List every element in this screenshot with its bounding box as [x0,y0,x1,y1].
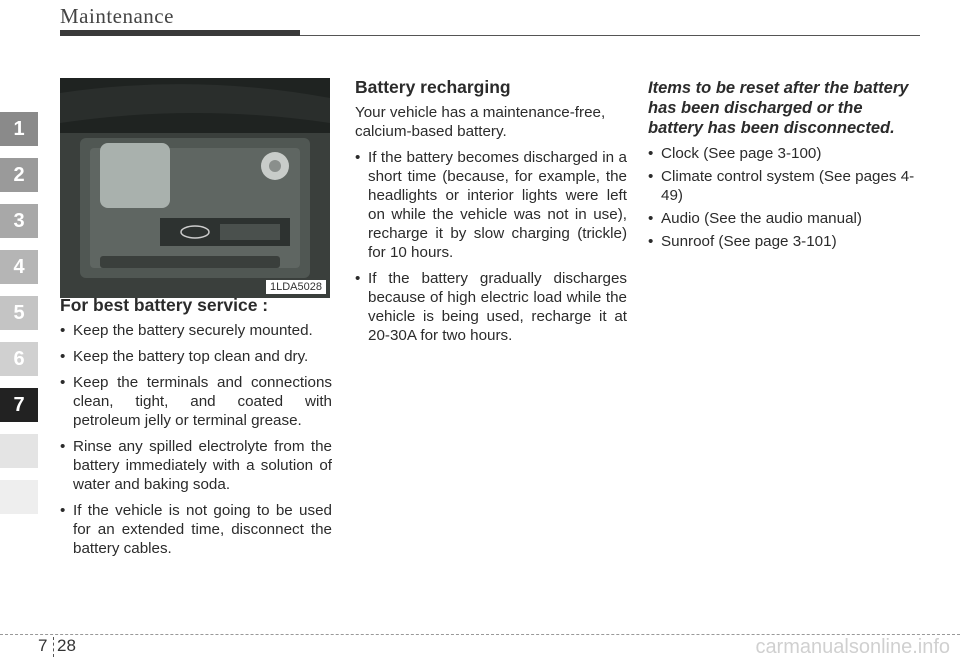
list-item: • Climate control system (See pages 4-49) [648,168,915,204]
page-number-value: 28 [57,636,76,655]
chapter-tab-4: 4 [0,250,38,284]
column-best-service [60,296,332,565]
chapter-tab-3: 3 [0,204,38,238]
header-bar [60,30,300,36]
battery-illustration [60,78,330,298]
page-number [38,636,47,656]
best-service-heading: For best battery service : [60,295,269,315]
footer-line [0,634,960,635]
list-item: • If the battery becomes discharged in a short time (because, for example, the headlights or interior lights were left on while the vehicle was not in use), recharge it by slow charging (trickle) for 10 hours. [355,149,627,261]
list-item: • Rinse any spilled electrolyte from the battery immediately with a solution of water and baking soda. [60,438,332,493]
header-line [300,35,920,36]
chapter-tab-7: 7 [0,388,38,422]
best-service-list [60,321,332,558]
header-title: Maintenance [60,4,174,28]
chapter-tab-2: 2 [0,158,38,192]
list-item: • Keep the terminals and connections clean, tight, and coated with petroleum jelly or terminal grease. [60,374,332,429]
chapter-number: 7 [38,636,48,655]
chapter-tab-1: 1 [0,112,38,146]
list-item: • If the vehicle is not going to be used for an extended time, disconnect the battery cables. [60,502,332,557]
list-item: • Audio (See the audio manual) [648,210,862,227]
figure-code: 1LDA5028 [266,280,326,294]
list-item: • Keep the battery top clean and dry. [60,348,309,365]
battery-photo [60,78,330,298]
recharging-list [355,148,627,345]
reset-list [648,144,920,251]
list-item: • Keep the battery securely mounted. [60,322,313,339]
list-item: • Sunroof (See page 3-101) [648,233,837,250]
reset-heading: Items to be reset after the battery has been discharged or the battery has been disconnected. [648,79,909,137]
column-recharging [355,78,627,352]
recharging-heading: Battery recharging [355,77,511,97]
list-item: • Clock (See page 3-100) [648,145,822,162]
page-separator [53,637,54,657]
chapter-tab-6: 6 [0,342,38,376]
watermark: carmanualsonline.info [755,636,950,658]
chapter-tab-5: 5 [0,296,38,330]
recharging-intro: Your vehicle has a maintenance-free, calcium-based battery. [355,104,606,140]
chapter-tab-8 [0,434,38,468]
chapter-tab-9 [0,480,38,514]
column-reset [648,78,920,255]
list-item: • If the battery gradually discharges because of high electric load while the vehicle is being used, recharge it at 20-30A for two hours. [355,270,627,344]
